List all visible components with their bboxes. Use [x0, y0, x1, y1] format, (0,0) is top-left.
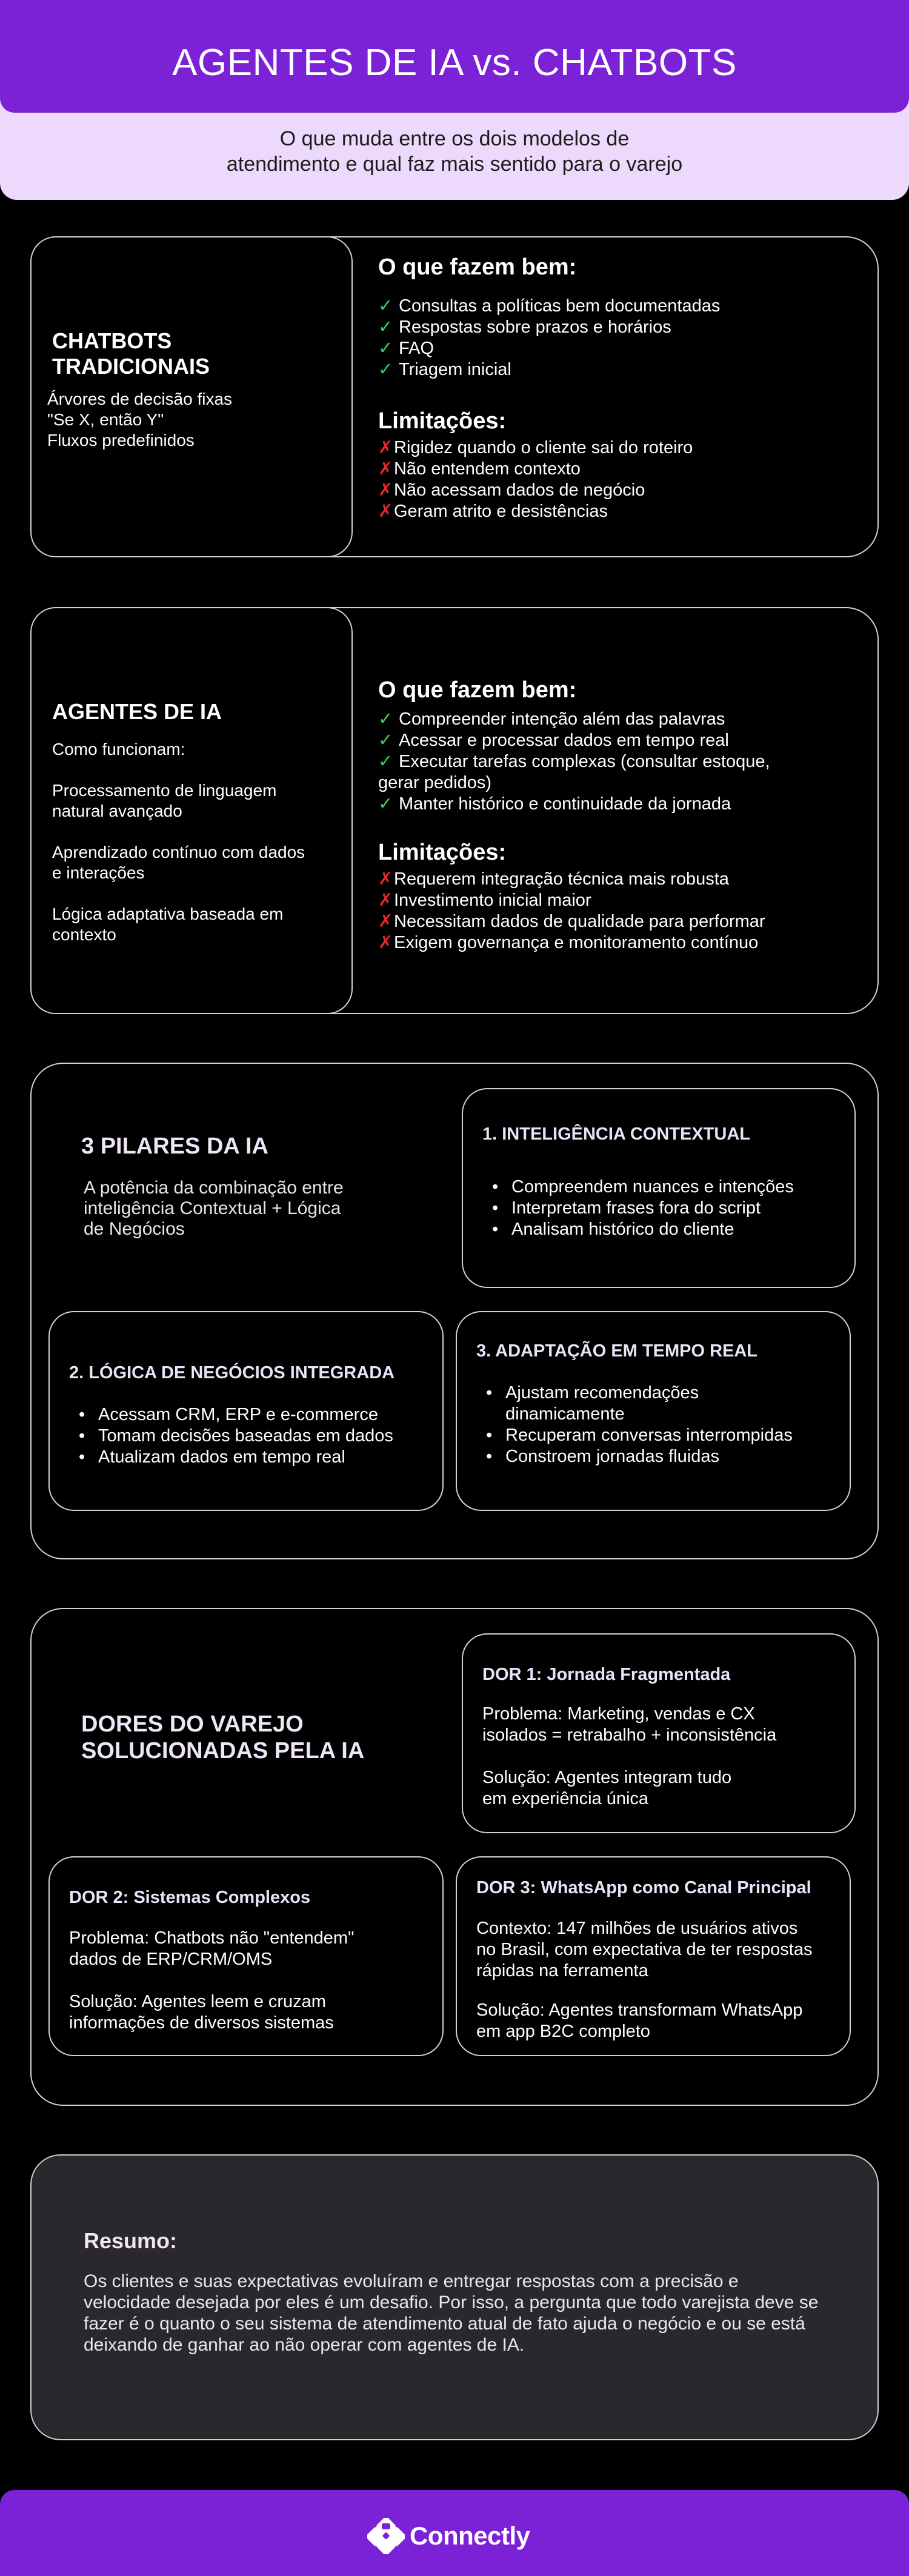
subtitle-line: atendimento e qual faz mais sentido para o varejo — [226, 153, 683, 176]
list-item: ✓ Executar tarefas complexas (consultar estoque, — [378, 752, 770, 771]
page-subtitle — [0, 126, 909, 177]
pillar-1-list — [492, 1177, 794, 1240]
pain-1-title: DOR 1: Jornada Fragmentada — [482, 1665, 731, 1684]
desc-line: de Negócios — [84, 1219, 185, 1239]
list-item: ✗ Rigidez quando o cliente sai do roteiro — [378, 438, 693, 457]
chatbots-title-line: TRADICIONAIS — [52, 354, 210, 379]
pillar-2-list — [79, 1404, 393, 1468]
pain-2-text: Problema: Chatbots não "entendem" dados de ERP/CRM/OMS Solução: Agentes leem e cruzam informações de diversos sistemas — [69, 1928, 355, 2033]
chatbots-strengths-list — [378, 296, 720, 380]
cross-icon: ✗ — [378, 891, 393, 910]
pain-3-title: DOR 3: WhatsApp como Canal Principal — [476, 1878, 811, 1897]
desc-line: natural avançado — [52, 802, 182, 820]
list-item: ✗ Não acessam dados de negócio — [378, 480, 645, 500]
agents-description — [52, 739, 305, 945]
list-item: ✗ Exigem governança e monitoramento contínuo — [378, 933, 759, 952]
header-banner — [0, 0, 909, 113]
cross-icon: ✗ — [378, 912, 393, 931]
subtitle-line: O que muda entre os dois modelos de — [279, 127, 630, 150]
agents-limits-heading: Limitações: — [378, 840, 507, 865]
pain-2-box — [48, 1856, 444, 2056]
desc-line: Como funcionam: — [52, 740, 185, 759]
footer-banner — [0, 2490, 909, 2576]
summary-title: Resumo: — [84, 2228, 178, 2253]
agents-title: AGENTES DE IA — [52, 699, 222, 724]
pillar-3-title: 3. ADAPTAÇÃO EM TEMPO REAL — [476, 1341, 758, 1361]
cross-icon: ✗ — [378, 480, 393, 500]
list-item: ✓ Respostas sobre prazos e horários — [378, 317, 671, 337]
list-item: • Ajustam recomendações — [486, 1383, 793, 1404]
list-item: • Acessam CRM, ERP e e-commerce — [79, 1404, 393, 1426]
desc-line: A potência da combinação entre — [84, 1178, 344, 1198]
summary-card — [30, 2154, 879, 2440]
check-icon: ✓ — [378, 731, 393, 750]
list-item: ✗ Não entendem contexto — [378, 459, 581, 479]
list-item: ✗ Investimento inicial maior — [378, 891, 591, 910]
chatbots-limits-list — [378, 437, 693, 522]
list-item: ✓ Triagem inicial — [378, 360, 511, 379]
chatbots-strengths-heading: O que fazem bem: — [378, 254, 577, 280]
list-item: • Atualizam dados em tempo real — [79, 1447, 393, 1468]
desc-line: Lógica adaptativa baseada em — [52, 905, 284, 923]
chatbots-title — [52, 328, 210, 379]
check-icon: ✓ — [378, 752, 393, 771]
pain-3-text: Contexto: 147 milhões de usuários ativos no Brasil, com expectativa de ter respostas rápidas na ferramenta Solução: Agentes transformam WhatsApp em app B2C completo — [476, 1919, 813, 2041]
check-icon: ✓ — [378, 317, 393, 337]
desc-line: e interações — [52, 863, 145, 882]
pain-1-text: Problema: Marketing, vendas e CX isolados = retrabalho + inconsistência Solução: Agentes integram tudo em experiência única — [482, 1704, 777, 1808]
list-item: • Analisam histórico do cliente — [492, 1219, 794, 1240]
list-item — [378, 772, 770, 794]
list-item: • Interpretam frases fora do script — [492, 1198, 794, 1219]
summary-text: Os clientes e suas expectativas evoluíram e entregar respostas com a precisão e velocidade desejada por eles é um desafio. Por isso, a pergunta que todo varejista deve se fazer é o quanto o seu sistema de atendimento atual de fato ajuda o negócio e ou se está deixando de ganhar ao não operar com agentes de IA. — [84, 2271, 819, 2355]
desc-line: Árvores de decisão fixas — [47, 390, 233, 408]
chatbots-card — [30, 236, 879, 557]
pillar-1-box — [462, 1088, 856, 1288]
list-item: • Constroem jornadas fluidas — [486, 1446, 793, 1467]
agents-card — [30, 607, 879, 1014]
cross-icon: ✗ — [378, 459, 393, 479]
pillar-1-title: 1. INTELIGÊNCIA CONTEXTUAL — [482, 1124, 750, 1144]
list-item: ✗ Geram atrito e desistências — [378, 502, 608, 521]
list-item-continuation: dinamicamente — [505, 1404, 625, 1424]
pillar-2-title: 2. LÓGICA DE NEGÓCIOS INTEGRADA — [69, 1363, 395, 1383]
pillar-3-box — [456, 1311, 851, 1511]
check-icon: ✓ — [378, 296, 393, 316]
cross-icon: ✗ — [378, 502, 393, 521]
check-icon: ✓ — [378, 339, 393, 358]
list-item: ✗ Requerem integração técnica mais robusta — [378, 869, 729, 889]
pains-title — [81, 1711, 364, 1764]
pillar-3-list — [486, 1383, 793, 1467]
list-item: • Recuperam conversas interrompidas — [486, 1425, 793, 1446]
desc-line: "Se X, então Y" — [47, 410, 164, 429]
cross-icon: ✗ — [378, 869, 393, 889]
pillars-title: 3 PILARES DA IA — [81, 1134, 268, 1159]
brand-name: Connectly — [410, 2521, 530, 2550]
pillar-2-box — [48, 1311, 444, 1511]
cross-icon: ✗ — [378, 933, 393, 952]
pain-1-box — [462, 1633, 856, 1833]
list-item: ✓ Consultas a políticas bem documentadas — [378, 296, 721, 316]
chatbots-limits-heading: Limitações: — [378, 408, 507, 434]
list-item: ✗ Necessitam dados de qualidade para performar — [378, 912, 765, 931]
pillars-description — [84, 1178, 344, 1240]
list-item: • Compreendem nuances e intenções — [492, 1177, 794, 1198]
list-item: ✓ Acessar e processar dados em tempo real — [378, 731, 729, 750]
desc-line: Aprendizado contínuo com dados — [52, 843, 305, 861]
pains-title-line: SOLUCIONADAS PELA IA — [81, 1738, 365, 1764]
list-item: ✓ FAQ — [378, 339, 435, 358]
page-title: AGENTES DE IA vs. CHATBOTS — [172, 42, 737, 84]
desc-line: Processamento de linguagem — [52, 781, 277, 800]
desc-line: Fluxos predefinidos — [47, 431, 195, 450]
pain-3-box — [456, 1856, 851, 2056]
pains-card — [30, 1608, 879, 2106]
agents-strengths-heading: O que fazem bem: — [378, 677, 577, 703]
chatbots-description — [47, 389, 232, 451]
list-item: ✓ Compreender intenção além das palavras — [378, 709, 725, 729]
brand-logo — [367, 2518, 543, 2554]
check-icon: ✓ — [378, 794, 393, 814]
pains-title-line: DORES DO VAREJO — [81, 1711, 304, 1737]
agents-strengths-list — [378, 709, 770, 815]
pain-2-title: DOR 2: Sistemas Complexos — [69, 1888, 311, 1907]
check-icon: ✓ — [378, 360, 393, 379]
list-item: • Tomam decisões baseadas em dados — [79, 1426, 393, 1447]
list-item-continuation: gerar pedidos) — [378, 773, 491, 792]
desc-line: inteligência Contextual + Lógica — [84, 1198, 341, 1218]
pillars-card — [30, 1063, 879, 1559]
check-icon: ✓ — [378, 709, 393, 729]
desc-line: contexto — [52, 925, 116, 944]
agents-limits-list — [378, 869, 765, 954]
connectly-logo-icon — [367, 2518, 405, 2554]
list-item: ✓ Manter histórico e continuidade da jornada — [378, 794, 731, 814]
chatbots-title-line: CHATBOTS — [52, 328, 172, 353]
cross-icon: ✗ — [378, 438, 393, 457]
